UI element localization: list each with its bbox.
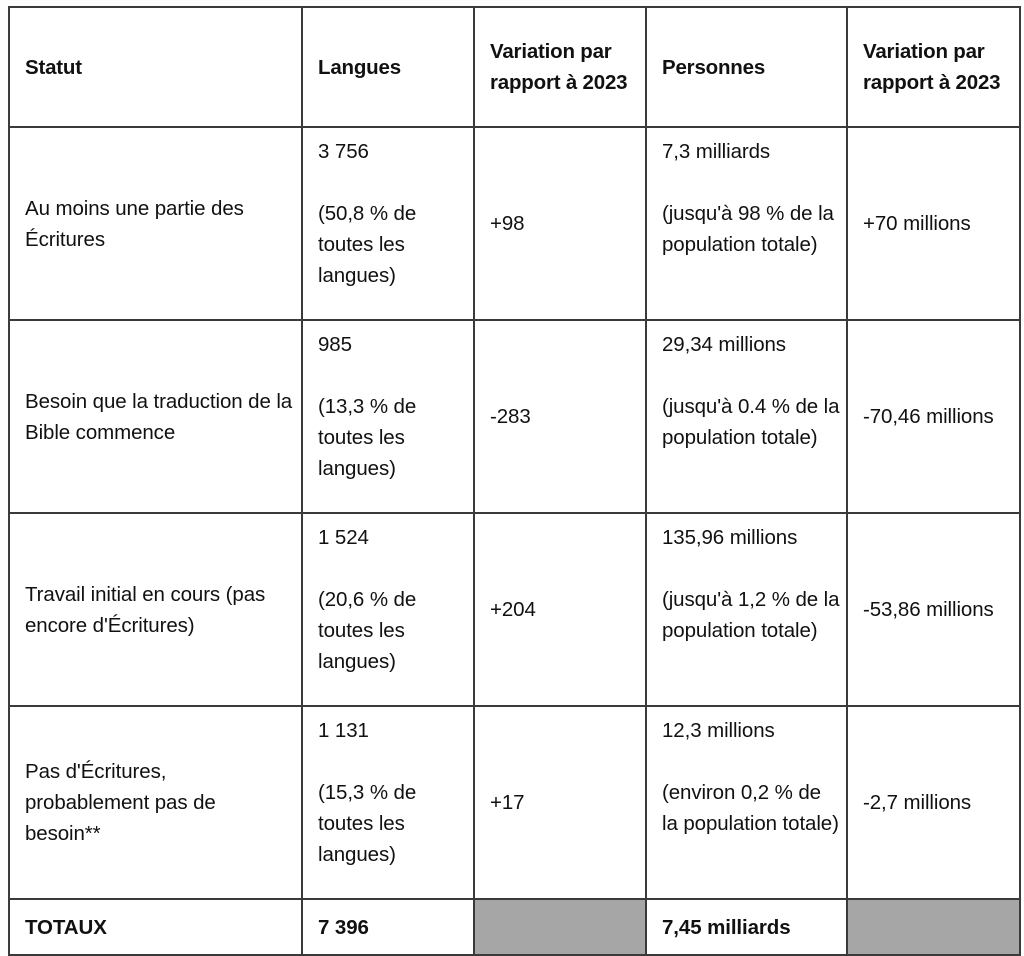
people-count: 29,34 millions [662, 333, 786, 356]
languages-cell [302, 706, 474, 899]
table-row [9, 127, 1020, 320]
languages-share: (15,3 % de toutes les langues) [318, 781, 417, 866]
people-cell [646, 513, 847, 706]
languages-cell [302, 127, 474, 320]
totals-people-change-empty [847, 899, 1020, 955]
table-row [9, 513, 1020, 706]
people-count: 135,96 millions [662, 526, 798, 549]
header-row [9, 7, 1020, 127]
table-row [9, 706, 1020, 899]
people-count: 12,3 millions [662, 719, 775, 742]
status-cell: Travail initial en cours (pas encore d'Écritures) [9, 513, 302, 706]
languages-share: (50,8 % de toutes les langues) [318, 202, 417, 287]
people-share: (environ 0,2 % de la population totale) [662, 781, 839, 835]
totals-languages: 7 396 [302, 899, 474, 955]
totals-people: 7,45 milliards [646, 899, 847, 955]
languages-share: (13,3 % de toutes les langues) [318, 395, 417, 480]
totals-languages-change-empty [474, 899, 646, 955]
people-change-cell: -53,86 millions [847, 513, 1020, 706]
languages-share: (20,6 % de toutes les langues) [318, 588, 417, 673]
people-cell [646, 127, 847, 320]
people-change-cell: -70,46 millions [847, 320, 1020, 513]
header-status: Statut [9, 7, 302, 127]
people-share: (jusqu'à 98 % de la population totale) [662, 202, 834, 256]
languages-change-cell: +204 [474, 513, 646, 706]
status-cell: Pas d'Écritures, probablement pas de besoin** [9, 706, 302, 899]
languages-change-cell: +98 [474, 127, 646, 320]
totals-row [9, 899, 1020, 955]
header-people: Personnes [646, 7, 847, 127]
totals-label: TOTAUX [9, 899, 302, 955]
languages-cell [302, 513, 474, 706]
people-share: (jusqu'à 0.4 % de la population totale) [662, 395, 840, 449]
languages-count: 3 756 [318, 140, 369, 163]
languages-cell [302, 320, 474, 513]
header-languages: Langues [302, 7, 474, 127]
languages-count: 985 [318, 333, 352, 356]
people-cell [646, 320, 847, 513]
people-change-cell: +70 millions [847, 127, 1020, 320]
languages-change-cell: +17 [474, 706, 646, 899]
bible-translation-status-table [8, 6, 1021, 956]
people-change-cell: -2,7 millions [847, 706, 1020, 899]
status-cell: Au moins une partie des Écritures [9, 127, 302, 320]
header-languages-change: Variation par rapport à 2023 [474, 7, 646, 127]
languages-count: 1 131 [318, 719, 369, 742]
table-row [9, 320, 1020, 513]
people-share: (jusqu'à 1,2 % de la population totale) [662, 588, 840, 642]
people-count: 7,3 milliards [662, 140, 771, 163]
header-people-change: Variation par rapport à 2023 [847, 7, 1020, 127]
languages-change-cell: -283 [474, 320, 646, 513]
people-cell [646, 706, 847, 899]
languages-count: 1 524 [318, 526, 369, 549]
status-cell: Besoin que la traduction de la Bible commence [9, 320, 302, 513]
